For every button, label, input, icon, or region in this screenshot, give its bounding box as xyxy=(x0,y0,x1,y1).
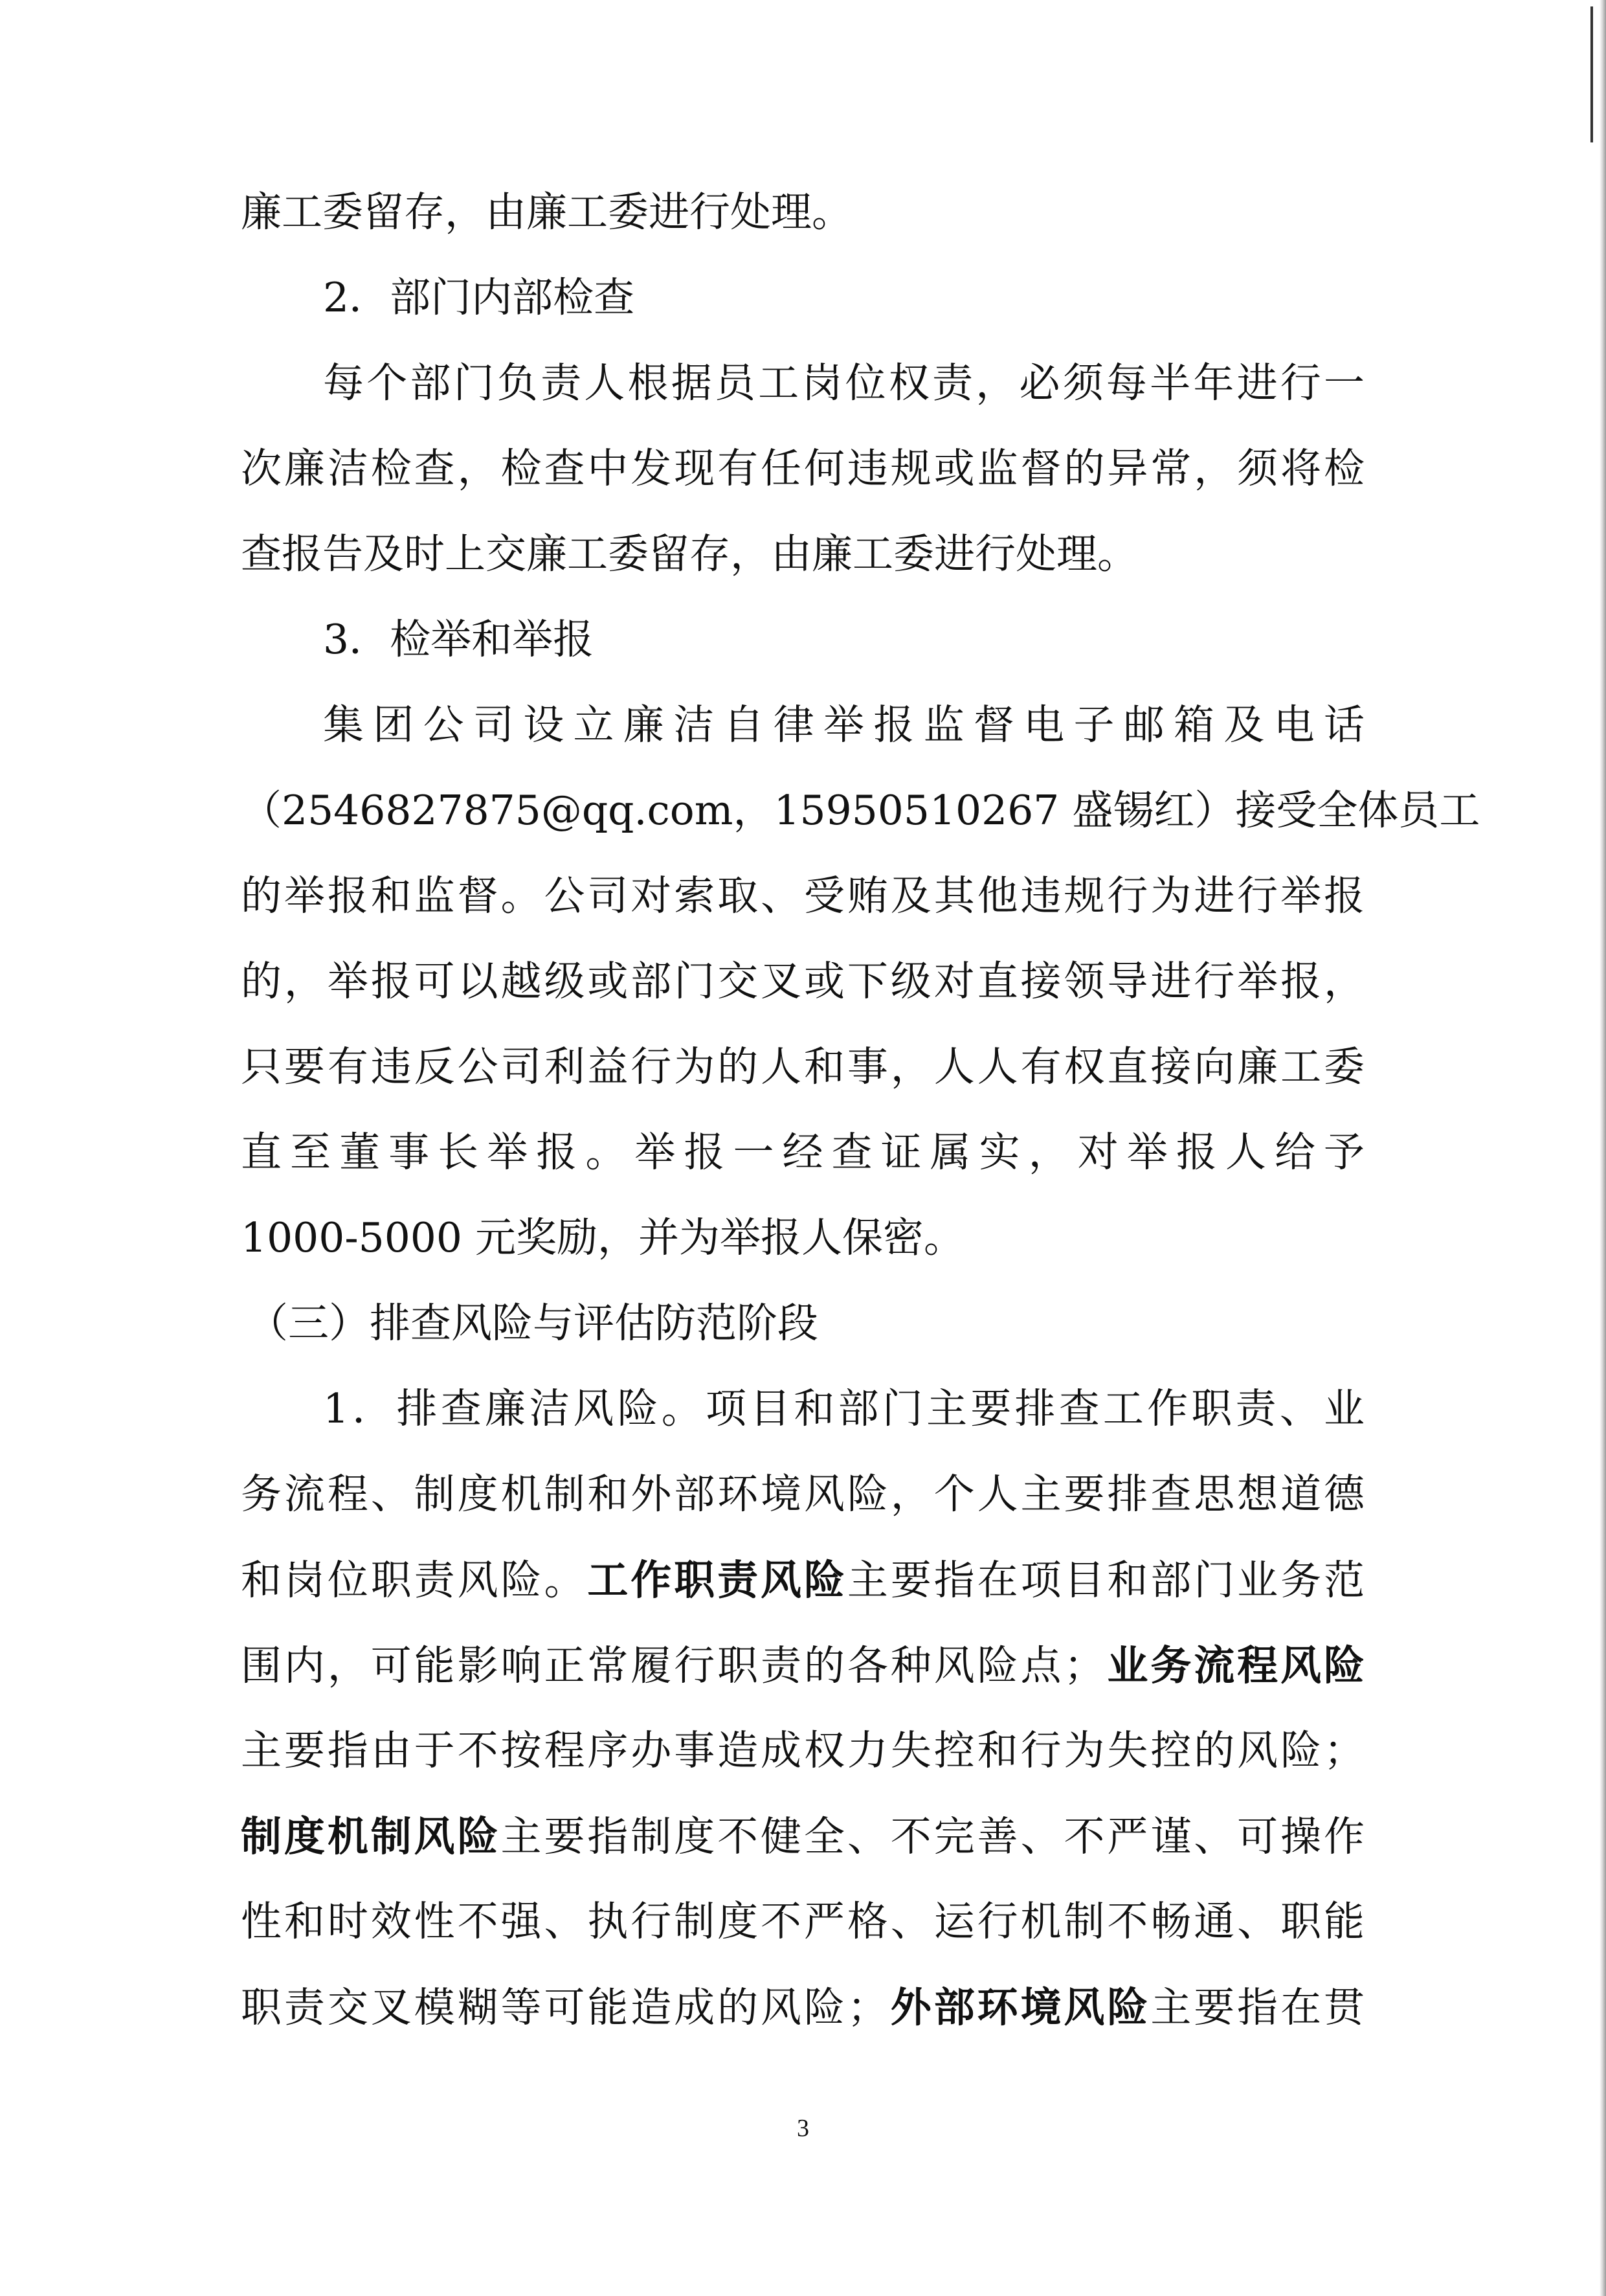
section-heading xyxy=(247,1298,818,1349)
text-line xyxy=(241,1810,1365,1862)
heading-text: （三）排查风险与评估防范阶段 xyxy=(247,1300,818,1347)
text-line xyxy=(241,1212,965,1264)
line-text: 的举报和监督。公司对索取、受贿及其他违规行为进行举报 xyxy=(241,872,1365,919)
bold-term: 工作职责风险 xyxy=(587,1556,847,1604)
text-line xyxy=(241,956,1365,1007)
line-text: 1．排查廉洁风险。项目和部门主要排查工作职责、业 xyxy=(323,1385,1365,1432)
page-number: 3 xyxy=(797,2115,809,2142)
scan-border xyxy=(1600,0,1606,2296)
line-text: 的，举报可以越级或部门交叉或下级对直接领导进行举报， xyxy=(241,958,1365,1005)
line-text: 性和时效性不强、执行制度不严格、运行机制不畅通、职能 xyxy=(241,1898,1365,1945)
text-line xyxy=(241,1725,1365,1777)
text-line xyxy=(241,1127,1365,1178)
line-text: 只要有违反公司利益行为的人和事，人人有权直接向廉工委 xyxy=(241,1043,1365,1090)
line-text: 围内，可能影响正常履行职责的各种风险点； xyxy=(241,1642,1105,1689)
text-line xyxy=(241,870,1365,922)
text-line xyxy=(241,528,1138,580)
line-text: （2546827875@qq.com，15950510267 盛锡红）接受全体员工 xyxy=(241,787,1480,834)
scan-mark xyxy=(1590,6,1593,142)
line-text: 和岗位职责风险。 xyxy=(241,1557,588,1604)
text-line xyxy=(241,1896,1365,1948)
text-line xyxy=(323,1383,1365,1435)
text-line xyxy=(241,1981,1365,2033)
line-text: 主要指在贯 xyxy=(1150,1984,1365,2031)
heading-text: 3．检举和举报 xyxy=(323,616,594,663)
line-text: 直至董事长举报。举报一经查证属实，对举报人给予 xyxy=(241,1129,1365,1176)
bold-term: 外部环境风险 xyxy=(887,1983,1151,2031)
section-heading xyxy=(323,272,634,324)
section-heading xyxy=(323,614,594,666)
line-text: 集团公司设立廉洁自律举报监督电子邮箱及电话 xyxy=(323,701,1365,748)
bold-term: 业务流程风险 xyxy=(1104,1641,1365,1689)
line-text: 1000-5000 元奖励，并为举报人保密。 xyxy=(241,1214,965,1261)
text-line xyxy=(241,1041,1365,1093)
text-line xyxy=(323,699,1365,751)
line-text: 主要指在项目和部门业务范 xyxy=(847,1557,1365,1604)
line-text: 主要指由于不按程序办事造成权力失控和行为失控的风险； xyxy=(241,1727,1365,1774)
line-text: 廉工委留存，由廉工委进行处理。 xyxy=(241,188,853,236)
bold-term: 制度机制风险 xyxy=(241,1812,501,1860)
line-text: 次廉洁检查，检查中发现有任何违规或监督的异常，须将检 xyxy=(241,445,1365,492)
text-line xyxy=(241,785,1480,837)
text-line xyxy=(241,1469,1365,1520)
text-line xyxy=(241,186,853,238)
text-line xyxy=(241,1639,1365,1691)
line-text: 每个部门负责人根据员工岗位权责，必须每半年进行一 xyxy=(323,359,1365,407)
text-line xyxy=(241,1554,1365,1606)
line-text: 主要指制度不健全、不完善、不严谨、可操作 xyxy=(500,1813,1365,1860)
line-text: 务流程、制度机制和外部环境风险，个人主要排查思想道德 xyxy=(241,1470,1365,1518)
text-line xyxy=(323,357,1365,409)
text-line xyxy=(241,443,1365,495)
line-text: 查报告及时上交廉工委留存，由廉工委进行处理。 xyxy=(241,530,1138,578)
heading-text: 2．部门内部检查 xyxy=(323,274,635,321)
line-text: 职责交叉模糊等可能造成的风险； xyxy=(241,1984,888,2031)
